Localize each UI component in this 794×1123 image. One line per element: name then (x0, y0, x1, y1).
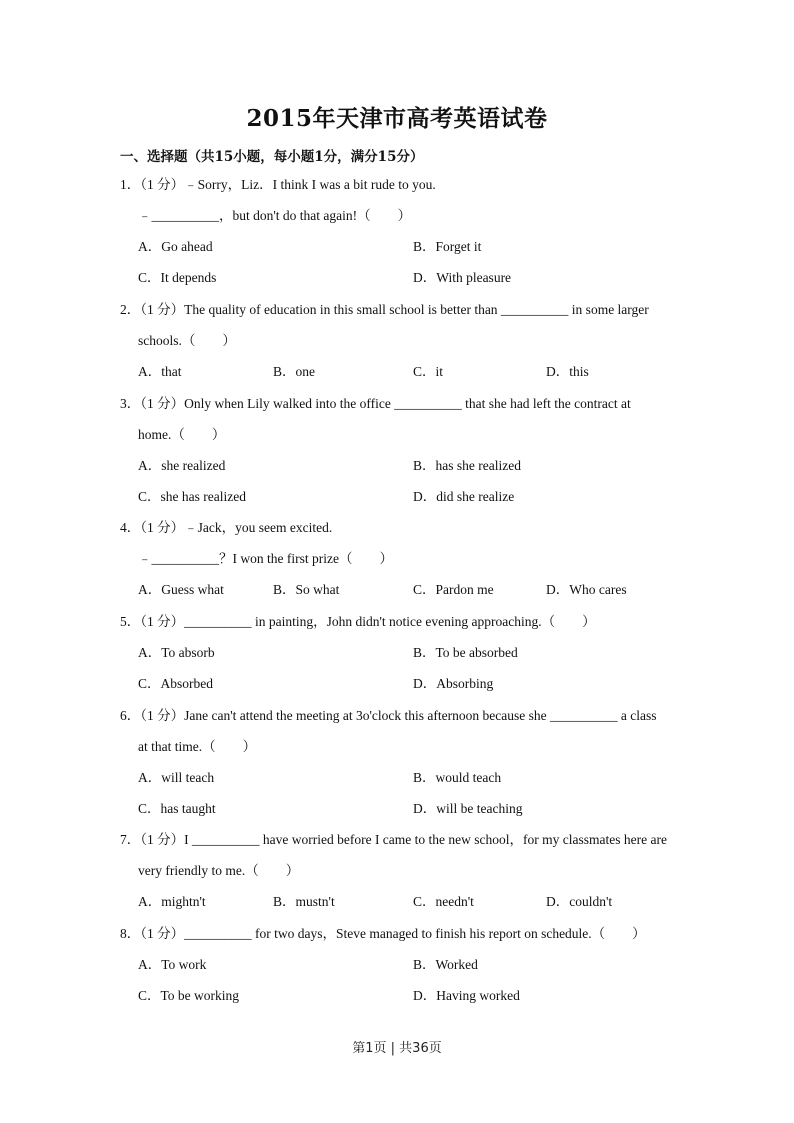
question-6-option-c: C．has taught (138, 801, 216, 816)
question-4-option-d: D．Who cares (546, 582, 627, 597)
question-6-text-cont: at that time.（ ） (138, 739, 257, 754)
question-4-option-a: A．Guess what (138, 582, 224, 597)
question-4-option-c: C．Pardon me (413, 582, 494, 597)
question-3-option-d: D．did she realize (413, 489, 515, 504)
question-8-text: 8．（1 分）__________ for two days，Steve managed to finish his report on schedule.（ ） (120, 926, 646, 941)
question-7-option-d: D．couldn't (546, 894, 613, 909)
question-5-option-c: C．Absorbed (138, 676, 213, 691)
question-7-option-b: B．mustn't (273, 894, 335, 909)
question-4-text: 4．（1 分）﹣Jack，you seem excited. (120, 520, 333, 535)
page-footer: 第1页 | 共36页 (352, 1041, 442, 1056)
question-3-option-a: A．she realized (138, 458, 226, 473)
question-2-option-c: C．it (413, 364, 444, 379)
question-6-option-a: A．will teach (138, 770, 215, 785)
question-2-option-d: D．this (546, 364, 589, 379)
question-7-option-c: C．needn't (413, 894, 474, 909)
question-6-text: 6．（1 分）Jane can't attend the meeting at 3o'clock this afternoon because she __________ a class (120, 708, 657, 723)
question-4-text-cont: ﹣__________？I won the first prize（ ） (138, 551, 393, 566)
question-1-option-d: D．With pleasure (413, 270, 512, 285)
page-title: 2015年天津市高考英语试卷 (246, 105, 548, 132)
question-3-option-c: C．she has realized (138, 489, 246, 504)
question-4-option-b: B．So what (273, 582, 340, 597)
question-7-text: 7．（1 分）I __________ have worried before I came to the new school，for my classmates here are (120, 832, 667, 847)
question-8-option-b: B．Worked (413, 957, 478, 972)
question-1-option-b: B．Forget it (413, 239, 482, 254)
question-3-option-b: B．has she realized (413, 458, 521, 473)
section-heading: 一、选择题（共15小题，每小题1分，满分15分） (120, 149, 424, 165)
question-2-option-a: A．that (138, 364, 182, 379)
question-8-option-c: C．To be working (138, 988, 240, 1003)
question-2-option-b: B．one (273, 364, 315, 379)
question-5-option-a: A．To absorb (138, 645, 215, 660)
question-2-text: 2．（1 分）The quality of education in this small school is better than __________ in some larger (120, 302, 649, 317)
question-1-text: 1．（1 分）﹣Sorry，Liz．I think I was a bit rude to you. (120, 177, 436, 192)
question-5-option-d: D．Absorbing (413, 676, 494, 691)
question-3-text: 3．（1 分）Only when Lily walked into the office __________ that she had left the contract at (120, 396, 631, 411)
question-7-option-a: A．mightn't (138, 894, 206, 909)
question-5-option-b: B．To be absorbed (413, 645, 518, 660)
question-8-option-a: A．To work (138, 957, 207, 972)
question-6-option-b: B．would teach (413, 770, 502, 785)
question-5-text: 5．（1 分）__________ in painting，John didn't notice evening approaching.（ ） (120, 614, 596, 629)
question-6-option-d: D．will be teaching (413, 801, 523, 816)
question-1-option-a: A．Go ahead (138, 239, 213, 254)
question-7-text-cont: very friendly to me.（ ） (138, 863, 300, 878)
question-3-text-cont: home.（ ） (138, 427, 226, 442)
question-1-option-c: C．It depends (138, 270, 217, 285)
question-1-text-cont: ﹣__________，but don't do that again!（ ） (138, 208, 412, 223)
question-8-option-d: D．Having worked (413, 988, 520, 1003)
question-2-text-cont: schools.（ ） (138, 333, 236, 348)
